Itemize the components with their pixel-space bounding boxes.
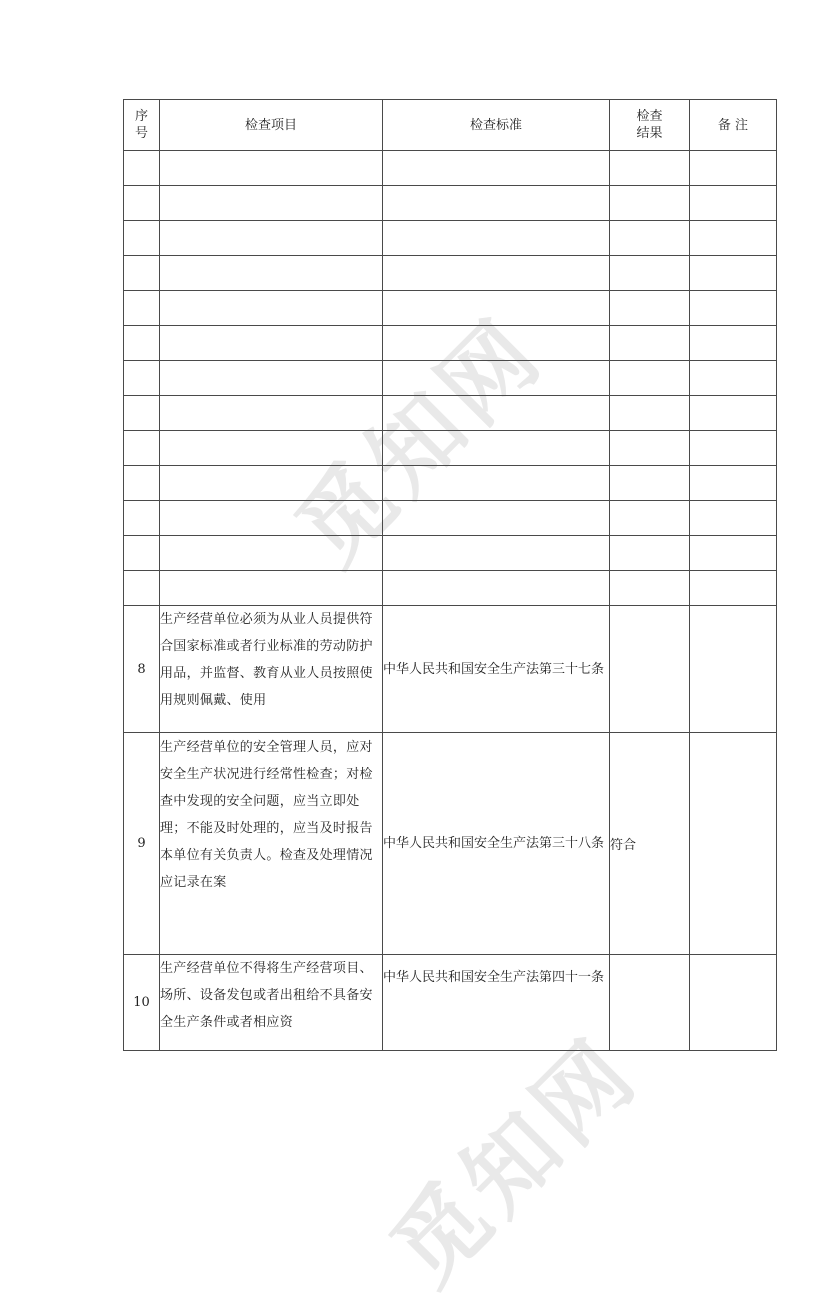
cell-result <box>610 361 690 396</box>
cell-seq <box>124 186 160 221</box>
header-note: 备 注 <box>690 100 777 151</box>
cell-standard <box>383 256 610 291</box>
cell-item <box>160 396 383 431</box>
cell-standard <box>383 396 610 431</box>
cell-seq <box>124 151 160 186</box>
cell-standard <box>383 466 610 501</box>
cell-note <box>690 431 777 466</box>
row-result <box>610 955 690 1051</box>
cell-result <box>610 431 690 466</box>
cell-result <box>610 326 690 361</box>
row-note <box>690 606 777 733</box>
cell-seq <box>124 431 160 466</box>
cell-item <box>160 571 383 606</box>
cell-item <box>160 361 383 396</box>
cell-item <box>160 151 383 186</box>
cell-item <box>160 431 383 466</box>
empty-row <box>124 221 777 256</box>
row-seq: 10 <box>124 955 160 1051</box>
cell-item <box>160 466 383 501</box>
cell-item <box>160 256 383 291</box>
row-seq: 9 <box>124 733 160 955</box>
cell-seq <box>124 466 160 501</box>
row-standard: 中华人民共和国安全生产法第四十一条 <box>383 955 610 1051</box>
cell-result <box>610 291 690 326</box>
cell-note <box>690 151 777 186</box>
inspection-table <box>123 99 777 1051</box>
cell-result <box>610 151 690 186</box>
cell-note <box>690 326 777 361</box>
row-item <box>160 606 383 733</box>
cell-standard <box>383 571 610 606</box>
cell-seq <box>124 571 160 606</box>
row-result: 符合 <box>610 733 690 955</box>
empty-row <box>124 326 777 361</box>
cell-note <box>690 571 777 606</box>
header-seq: 序号 <box>124 100 160 151</box>
header-standard: 检查标准 <box>383 100 610 151</box>
cell-standard <box>383 221 610 256</box>
row-item-text: 生产经营单位不得将生产经营项目、场所、设备发包或者出租给不具备安全生产条件或者相应资 <box>160 961 373 1030</box>
empty-row <box>124 256 777 291</box>
cell-item <box>160 291 383 326</box>
row-seq: 8 <box>124 606 160 733</box>
empty-row <box>124 466 777 501</box>
row-item-text: 生产经营单位的安全管理人员，应对安全生产状况进行经常性检查；对检查中发现的安全问题，应当立即处理；不能及时处理的，应当及时报告本单位有关负责人。检查及处理情况应记录在案 <box>160 740 373 890</box>
watermark-bottom: 觅知网 <box>371 1017 660 1306</box>
cell-note <box>690 361 777 396</box>
cell-item <box>160 186 383 221</box>
cell-seq <box>124 326 160 361</box>
cell-seq <box>124 256 160 291</box>
cell-result <box>610 396 690 431</box>
empty-row <box>124 396 777 431</box>
empty-row <box>124 361 777 396</box>
header-result: 检查结果 <box>610 100 690 151</box>
row-item <box>160 733 383 955</box>
row-note <box>690 733 777 955</box>
cell-result <box>610 186 690 221</box>
cell-result <box>610 536 690 571</box>
cell-standard <box>383 361 610 396</box>
empty-row <box>124 151 777 186</box>
cell-standard <box>383 536 610 571</box>
cell-result <box>610 501 690 536</box>
empty-row <box>124 501 777 536</box>
cell-note <box>690 396 777 431</box>
table-row <box>124 606 777 733</box>
row-standard: 中华人民共和国安全生产法第三十七条 <box>383 606 610 733</box>
cell-note <box>690 291 777 326</box>
row-result <box>610 606 690 733</box>
cell-result <box>610 466 690 501</box>
cell-seq <box>124 501 160 536</box>
cell-item <box>160 326 383 361</box>
cell-seq <box>124 221 160 256</box>
empty-row <box>124 431 777 466</box>
row-item-text: 生产经营单位必须为从业人员提供符合国家标准或者行业标准的劳动防护用品，并监督、教育从业人员按照使用规则佩戴、使用 <box>160 612 373 708</box>
empty-row <box>124 571 777 606</box>
cell-seq <box>124 396 160 431</box>
cell-standard <box>383 186 610 221</box>
cell-seq <box>124 361 160 396</box>
cell-item <box>160 501 383 536</box>
table-row <box>124 733 777 955</box>
header-item: 检查项目 <box>160 100 383 151</box>
cell-result <box>610 571 690 606</box>
cell-standard <box>383 151 610 186</box>
row-note <box>690 955 777 1051</box>
cell-seq <box>124 291 160 326</box>
cell-note <box>690 221 777 256</box>
cell-note <box>690 501 777 536</box>
cell-note <box>690 466 777 501</box>
row-item <box>160 955 383 1051</box>
table-body <box>124 151 777 1051</box>
cell-standard <box>383 431 610 466</box>
cell-note <box>690 256 777 291</box>
empty-row <box>124 536 777 571</box>
empty-row <box>124 291 777 326</box>
row-standard: 中华人民共和国安全生产法第三十八条 <box>383 733 610 955</box>
cell-seq <box>124 536 160 571</box>
cell-standard <box>383 326 610 361</box>
cell-standard <box>383 291 610 326</box>
table-header-row <box>124 100 777 151</box>
cell-item <box>160 536 383 571</box>
cell-item <box>160 221 383 256</box>
cell-result <box>610 256 690 291</box>
cell-note <box>690 186 777 221</box>
table-row <box>124 955 777 1051</box>
cell-standard <box>383 501 610 536</box>
cell-note <box>690 536 777 571</box>
empty-row <box>124 186 777 221</box>
watermark: 觅知网 <box>276 297 565 586</box>
cell-result <box>610 221 690 256</box>
